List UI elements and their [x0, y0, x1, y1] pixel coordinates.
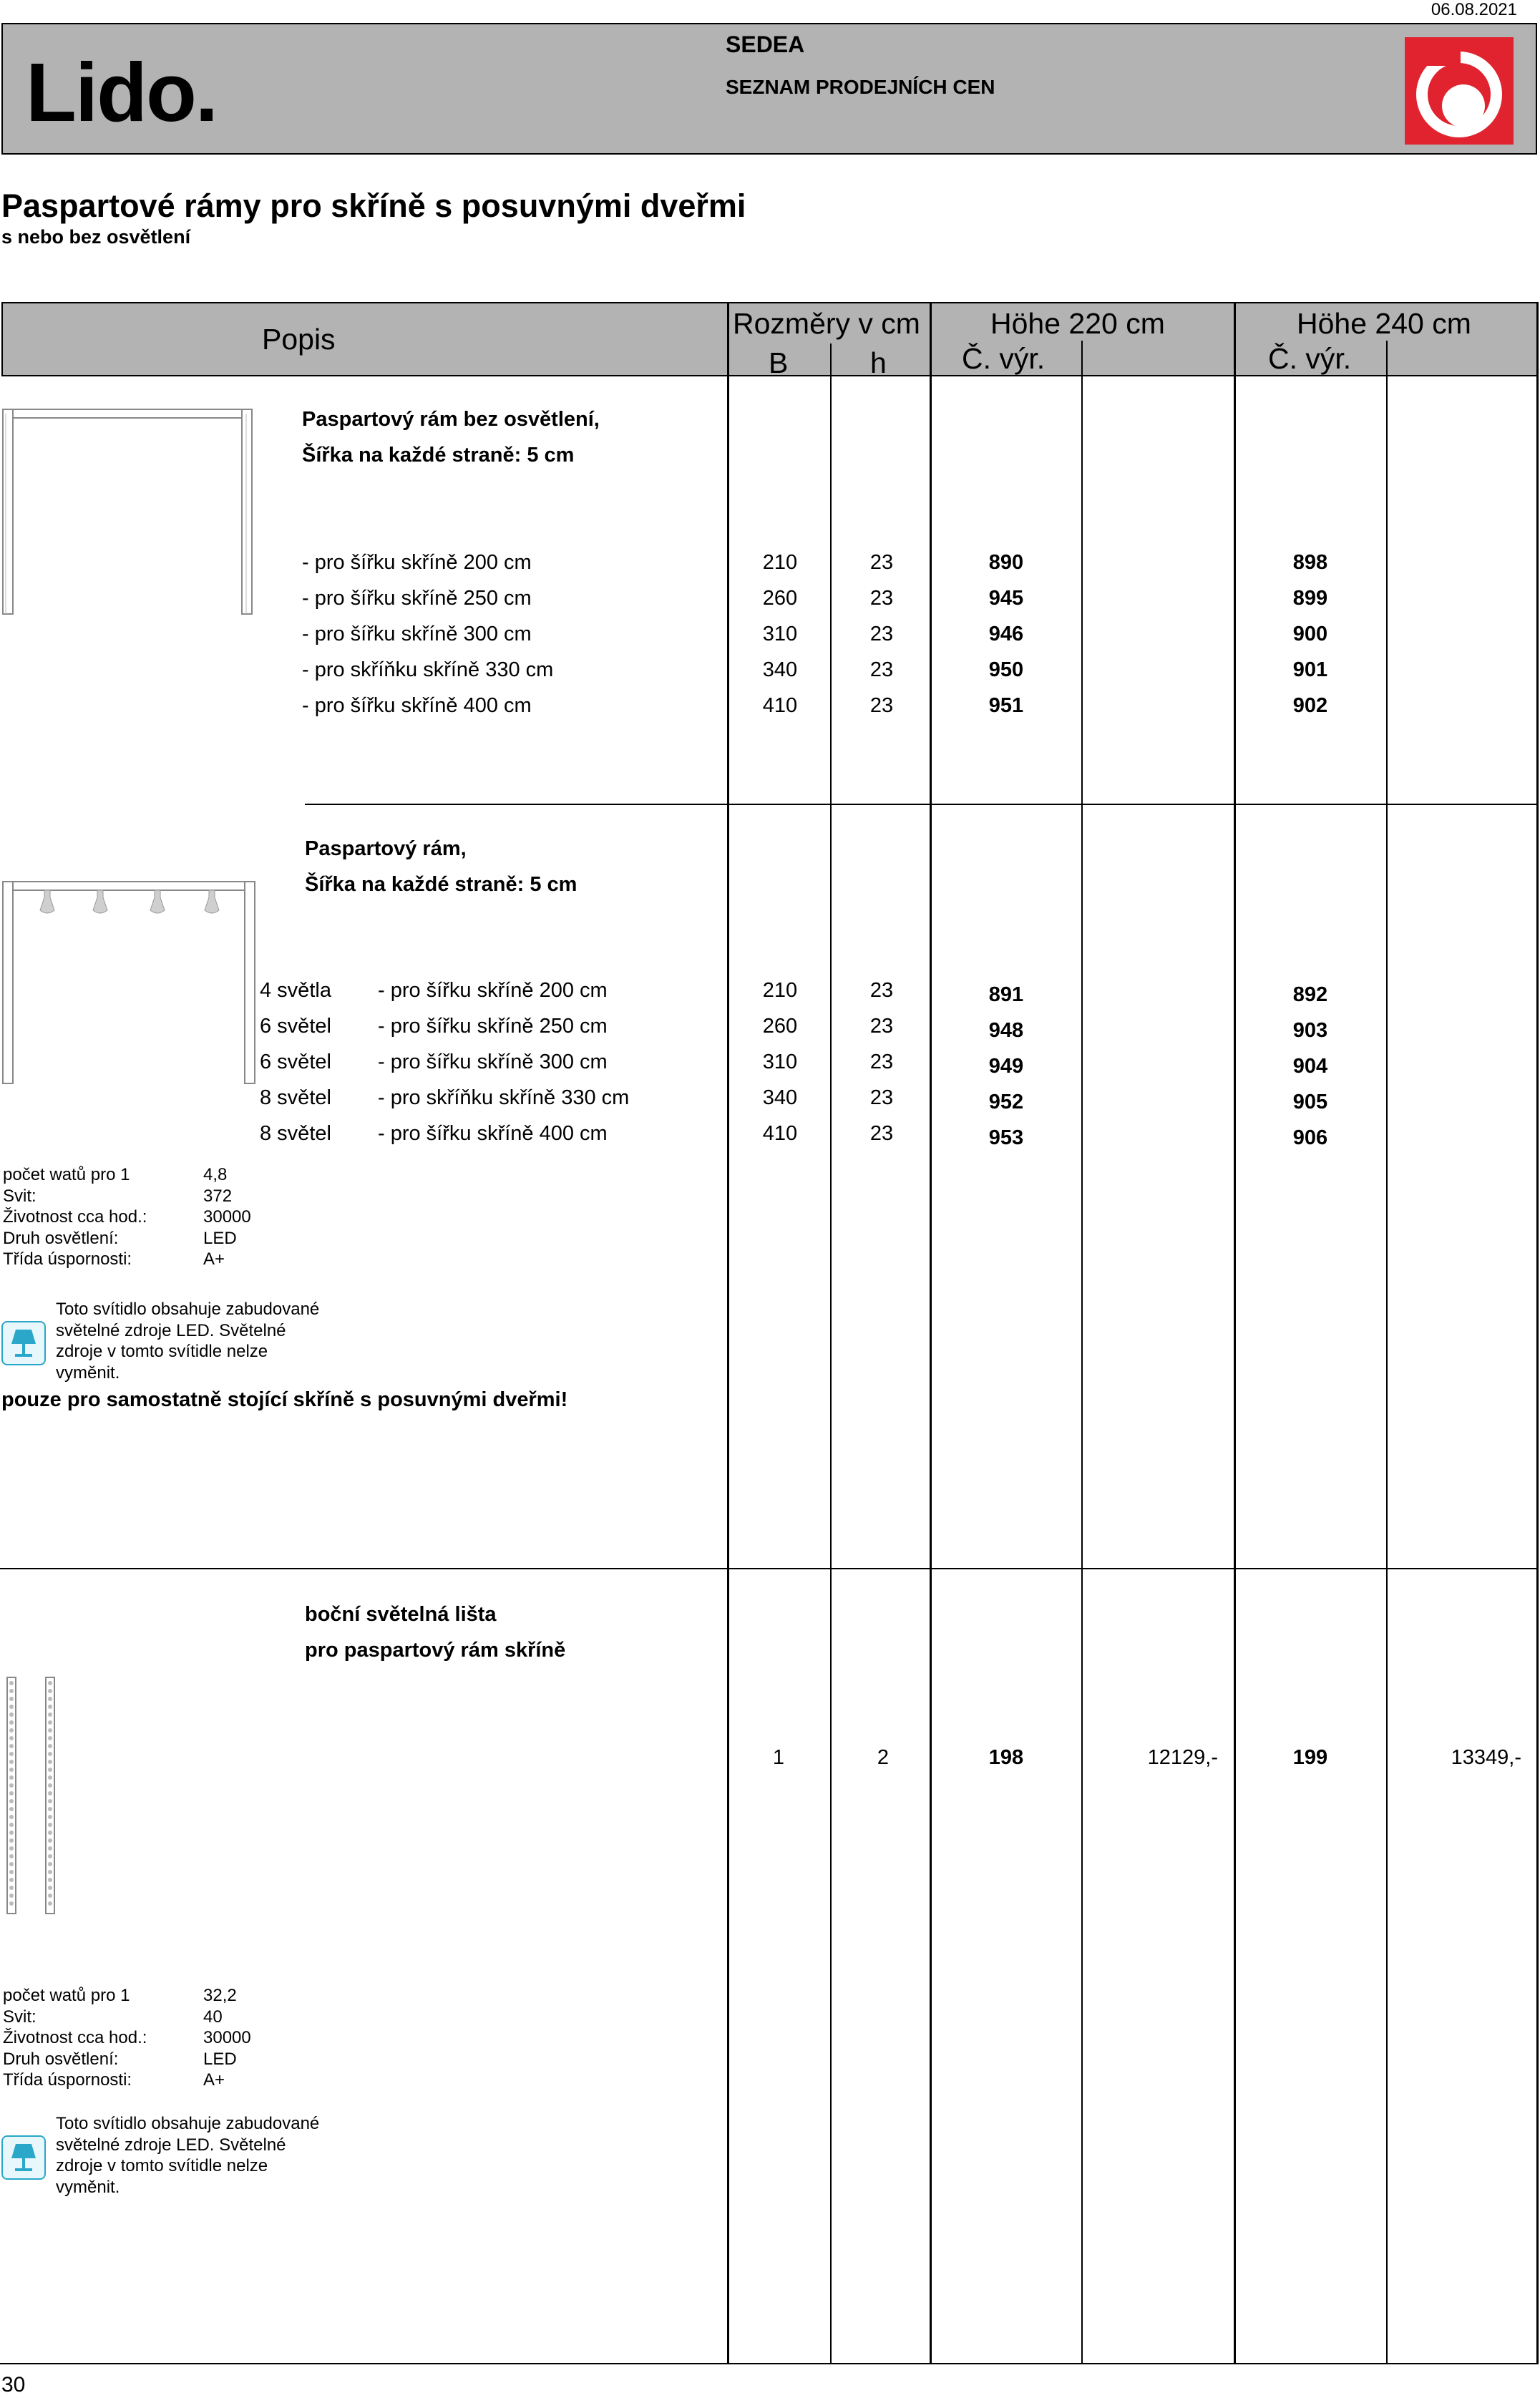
- spec-value: 30000: [203, 2028, 251, 2047]
- spec-value: A+: [203, 2070, 225, 2090]
- cell-article-240: 906: [1292, 1126, 1328, 1149]
- cell-h: 2: [877, 1746, 890, 1769]
- frame-without-lights-image: [0, 406, 258, 618]
- spec-label: Druh osvětlení:: [3, 1228, 119, 1248]
- row-label: - pro šířku skříně 400 cm: [302, 694, 532, 717]
- cell-article-240: 905: [1292, 1091, 1328, 1113]
- cell-article-220: 953: [988, 1126, 1024, 1149]
- cell-article-220: 946: [988, 623, 1024, 645]
- spec-label: Druh osvětlení:: [3, 2049, 119, 2069]
- spec-label: Životnost cca hod.:: [3, 2028, 147, 2047]
- led-note-line: vyměnit.: [56, 2177, 120, 2197]
- supplier-logo: [1405, 37, 1514, 145]
- spec-value: 372: [203, 1186, 233, 1206]
- cell-article-220: 198: [988, 1746, 1024, 1769]
- header-cvyr-220: Č. výr.: [962, 342, 1046, 375]
- row-label: - pro šířku skříně 250 cm: [378, 1015, 608, 1038]
- spec-value: LED: [203, 2049, 237, 2069]
- spec-label: počet watů pro 1: [3, 1165, 130, 1184]
- spec-value: 4,8: [203, 1165, 228, 1184]
- cell-article-220: 891: [988, 983, 1024, 1006]
- header-b: B: [769, 346, 789, 379]
- document-type: SEZNAM PRODEJNÍCH CEN: [726, 76, 995, 98]
- cell-h: 23: [869, 587, 894, 610]
- section1-width-note: Šířka na každé straně: 5 cm: [302, 444, 575, 467]
- grid-line: [1386, 341, 1388, 2364]
- led-note-line: světelné zdroje LED. Světelné: [56, 1320, 286, 1340]
- cell-b: 310: [762, 1051, 798, 1073]
- led-note-line: Toto svítidlo obsahuje zabudované: [56, 1300, 320, 1319]
- cell-article-220: 949: [988, 1055, 1024, 1078]
- cell-article-240: 900: [1292, 623, 1328, 645]
- cell-b: 260: [762, 1015, 798, 1038]
- frame-with-lights-image: [0, 879, 259, 1086]
- led-lamp-icon: [1, 2135, 46, 2180]
- cell-article-220: 950: [988, 658, 1024, 681]
- section2-width-note: Šířka na každé straně: 5 cm: [305, 873, 578, 896]
- header-h: h: [870, 346, 887, 379]
- cell-article-240: 892: [1292, 983, 1328, 1006]
- supplier-name: SEDEA: [726, 31, 805, 57]
- row-lights: 4 světla: [260, 979, 331, 1002]
- grid-line: [1081, 341, 1083, 2364]
- spec-label: Třída úspornosti:: [3, 1249, 132, 1269]
- cell-b: 410: [762, 694, 798, 717]
- row-lights: 6 světel: [260, 1051, 331, 1073]
- row-label: - pro šířku skříně 200 cm: [302, 551, 532, 574]
- cell-h: 23: [869, 1122, 894, 1145]
- cell-article-240: 899: [1292, 587, 1328, 610]
- section3-subtitle: pro paspartový rám skříně: [305, 1639, 566, 1662]
- cell-article-240: 898: [1292, 551, 1328, 574]
- cell-b: 210: [762, 551, 798, 574]
- row-label: - pro šířku skříně 400 cm: [378, 1122, 608, 1145]
- cell-h: 23: [869, 1086, 894, 1109]
- cell-article-220: 890: [988, 551, 1024, 574]
- cell-b: 310: [762, 623, 798, 645]
- led-note-line: zdroje v tomto svítidle nelze: [56, 2156, 268, 2175]
- row-label: - pro skříňku skříně 330 cm: [302, 658, 554, 681]
- cell-h: 23: [869, 1051, 894, 1073]
- spec-value: A+: [203, 1249, 225, 1269]
- row-lights: 8 světel: [260, 1086, 331, 1109]
- cell-article-240: 904: [1292, 1055, 1328, 1078]
- cell-article-240: 901: [1292, 658, 1328, 681]
- section3-title: boční světelná lišta: [305, 1603, 497, 1626]
- page-number: 30: [1, 2373, 26, 2397]
- section2-warning: pouze pro samostatně stojící skříně s posuvnými dveřmi!: [1, 1388, 568, 1411]
- cell-article-220: 945: [988, 587, 1024, 610]
- spec-value: 30000: [203, 1207, 251, 1227]
- cell-price-220: 12129,-: [1147, 1746, 1218, 1769]
- header-popis: Popis: [262, 323, 336, 356]
- spec-label: Svit:: [3, 1186, 36, 1206]
- cell-h: 23: [869, 623, 894, 645]
- cell-h: 23: [869, 551, 894, 574]
- led-note-line: světelné zdroje LED. Světelné: [56, 2135, 286, 2155]
- cell-b: 1: [772, 1746, 785, 1769]
- grid-line: [1234, 302, 1236, 2364]
- header-cvyr-240: Č. výr.: [1268, 342, 1352, 375]
- cell-b: 260: [762, 587, 798, 610]
- header-rozmery: Rozměry v cm: [733, 307, 920, 340]
- row-lights: 8 světel: [260, 1122, 331, 1145]
- led-note-line: vyměnit.: [56, 1363, 120, 1383]
- cell-article-220: 948: [988, 1019, 1024, 1042]
- section-separator: [305, 804, 1539, 805]
- spec-label: počet watů pro 1: [3, 1986, 130, 2005]
- cell-h: 23: [869, 1015, 894, 1038]
- grid-line: [830, 343, 832, 2364]
- row-lights: 6 světel: [260, 1015, 331, 1038]
- cell-price-240: 13349,-: [1451, 1746, 1521, 1769]
- cell-h: 23: [869, 979, 894, 1002]
- spec-value: 32,2: [203, 1986, 237, 2005]
- cell-b: 340: [762, 1086, 798, 1109]
- spec-value: 40: [203, 2007, 223, 2027]
- brand-name: Lido.: [26, 46, 218, 139]
- cell-article-240: 903: [1292, 1019, 1328, 1042]
- led-note-line: zdroje v tomto svítidle nelze: [56, 1342, 268, 1361]
- cell-b: 410: [762, 1122, 798, 1145]
- cell-h: 23: [869, 658, 894, 681]
- header-height-240: Höhe 240 cm: [1297, 307, 1471, 340]
- document-date: 06.08.2021: [1431, 0, 1517, 19]
- grid-line: [1536, 302, 1539, 2364]
- spec-value: LED: [203, 1228, 237, 1248]
- cell-article-240: 902: [1292, 694, 1328, 717]
- led-note-line: Toto svítidlo obsahuje zabudované: [56, 2114, 320, 2133]
- spec-label: Třída úspornosti:: [3, 2070, 132, 2090]
- row-label: - pro skříňku skříně 330 cm: [378, 1086, 630, 1109]
- cell-article-240: 199: [1292, 1746, 1328, 1769]
- side-light-strip-image: [4, 1676, 62, 1916]
- cell-article-220: 951: [988, 694, 1024, 717]
- grid-line: [727, 302, 729, 2364]
- spec-label: Svit:: [3, 2007, 36, 2027]
- led-lamp-icon: [1, 1321, 46, 1365]
- cell-h: 23: [869, 694, 894, 717]
- section1-title: Paspartový rám bez osvětlení,: [302, 408, 600, 431]
- section-separator: [0, 1568, 1539, 1569]
- table-bottom-line: [0, 2363, 1539, 2364]
- grid-line: [930, 302, 932, 2364]
- cell-b: 210: [762, 979, 798, 1002]
- row-label: - pro šířku skříně 200 cm: [378, 979, 608, 1002]
- row-label: - pro šířku skříně 300 cm: [302, 623, 532, 645]
- page-title: Paspartové rámy pro skříně s posuvnými dveřmi: [1, 187, 746, 224]
- cell-article-220: 952: [988, 1091, 1024, 1113]
- page-subtitle: s nebo bez osvětlení: [1, 226, 191, 248]
- spec-label: Životnost cca hod.:: [3, 1207, 147, 1227]
- row-label: - pro šířku skříně 250 cm: [302, 587, 532, 610]
- cell-b: 340: [762, 658, 798, 681]
- row-label: - pro šířku skříně 300 cm: [378, 1051, 608, 1073]
- header-height-220: Höhe 220 cm: [990, 307, 1165, 340]
- section2-title: Paspartový rám,: [305, 837, 467, 860]
